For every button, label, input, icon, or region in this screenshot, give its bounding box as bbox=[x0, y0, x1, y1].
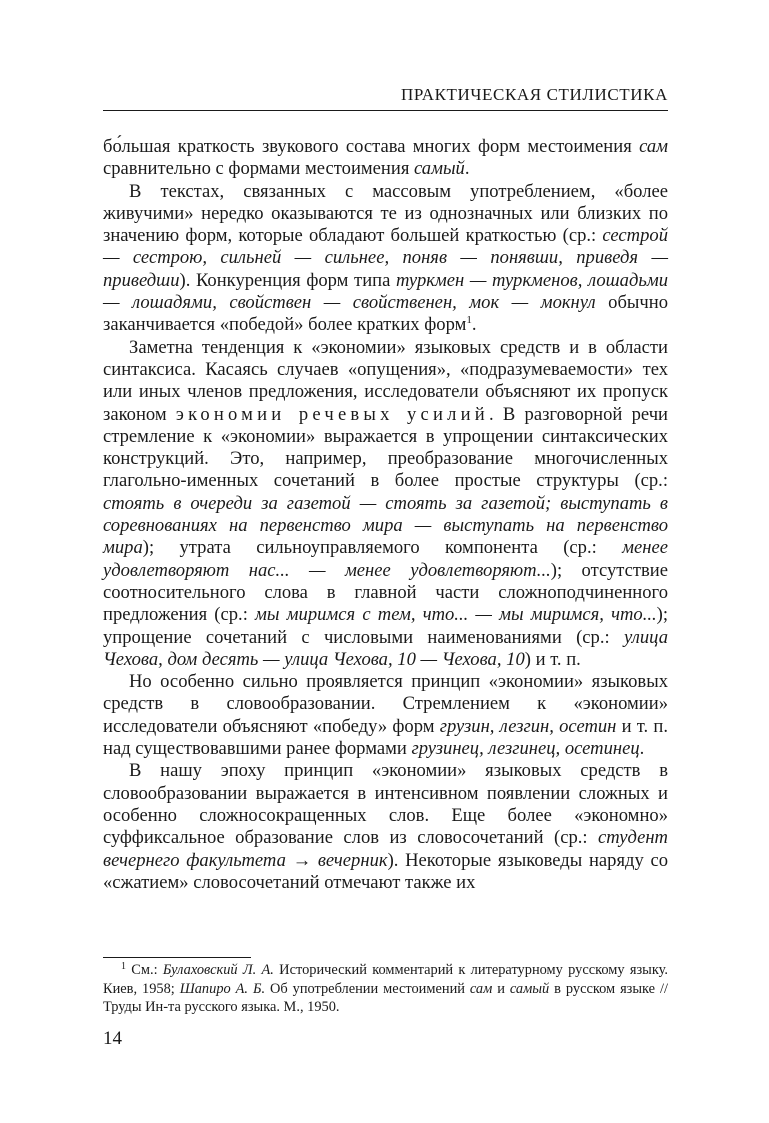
header-rule bbox=[103, 110, 668, 111]
footnote bbox=[103, 961, 668, 1017]
footnote-1: $^1$ См.: Булаховский Л. А. Исторический комментарий к литературному русскому языку. Киев, 1958; Шапиро А. Б. Об употреблении местоимений сам и самый в русском языке // Труды Ин-та русского языка. М., 1950. bbox=[103, 961, 668, 1015]
spaced-term: экономии речевых усилий bbox=[175, 403, 489, 425]
paragraph-4: Но особенно сильно проявляется принцип «экономии» языковых средств в словообразовании. Стремлением к «экономии» исследователи объясняют «победу» форм грузин, лезгин, осетин и т. п. над существовавшими ранее формами грузинец, лезгинец, осетинец. bbox=[103, 671, 668, 760]
footnote-ref: 1 bbox=[466, 314, 472, 327]
paragraph-2: В текстах, связанных с массовым употреблением, «более живучими» нередко оказываются те из однозначных или близких по значению форм, которые обладают большей краткостью (ср.: сестрой — сестрою, сильней — сильнее, поняв — понявши, приведя — приведши). Конкуренция форм типа туркмен — туркменов, лошадьми — лошадями, свойствен — свойственен, мок — мокнул обычно заканчивается «победой» более кратких форм$^1$. bbox=[103, 180, 669, 336]
running-head: ПРАКТИЧЕСКАЯ СТИЛИСТИКА bbox=[400, 85, 668, 104]
footnote-number: 1 bbox=[121, 961, 126, 972]
paragraph-3: Заметна тенденция к «экономии» языковых средств и в области синтаксиса. Касаясь случаев «опущения», «подразумеваемости» тех или иных членов предложения, исследователи объясняют их пропуск законом экономии речевых усилий. В разговорной речи стремление к «экономии» выражается в упрощении синтаксических конструкций. Это, например, преобразование многочисленных глагольно-именных сочетаний в более простые структуры (ср.: стоять в очереди за газетой — стоять за газетой; выступать в соревнованиях на первенство мира — выступать на первенство мира); утрата сильноуправляемого компонента (ср.: менее удовлетворяют нас... — менее удовлетворяют...); отсутствие соотносительного слова в главной части сложноподчиненного предложения (ср.: мы миримся с тем, что... — мы миримся, что...); упрощение сочетаний с числовыми наименованиями (ср.: улица Чехова, дом десять — улица Чехова, 10 — Чехова, 10) и т. п. bbox=[103, 336, 668, 670]
page-number: 14 bbox=[103, 1028, 122, 1049]
paragraph-1: бо́льшая краткость звукового состава многих форм местоимения сам сравнительно с формами местоимения самый. bbox=[103, 136, 668, 180]
paragraph-5: В нашу эпоху принцип «экономии» языковых средств в словообразовании выражается в интенсивном появлении сложных и особенно сложносокращенных слов. Еще более «экономно» суффиксальное образование слов из словосочетаний (ср.: студент вечернего факультета → вечерник). Некоторые языковеды наряду со «сжатием» словосочетаний отмечают также их bbox=[103, 760, 668, 893]
footnote-rule bbox=[103, 957, 251, 958]
main-text bbox=[103, 136, 668, 894]
